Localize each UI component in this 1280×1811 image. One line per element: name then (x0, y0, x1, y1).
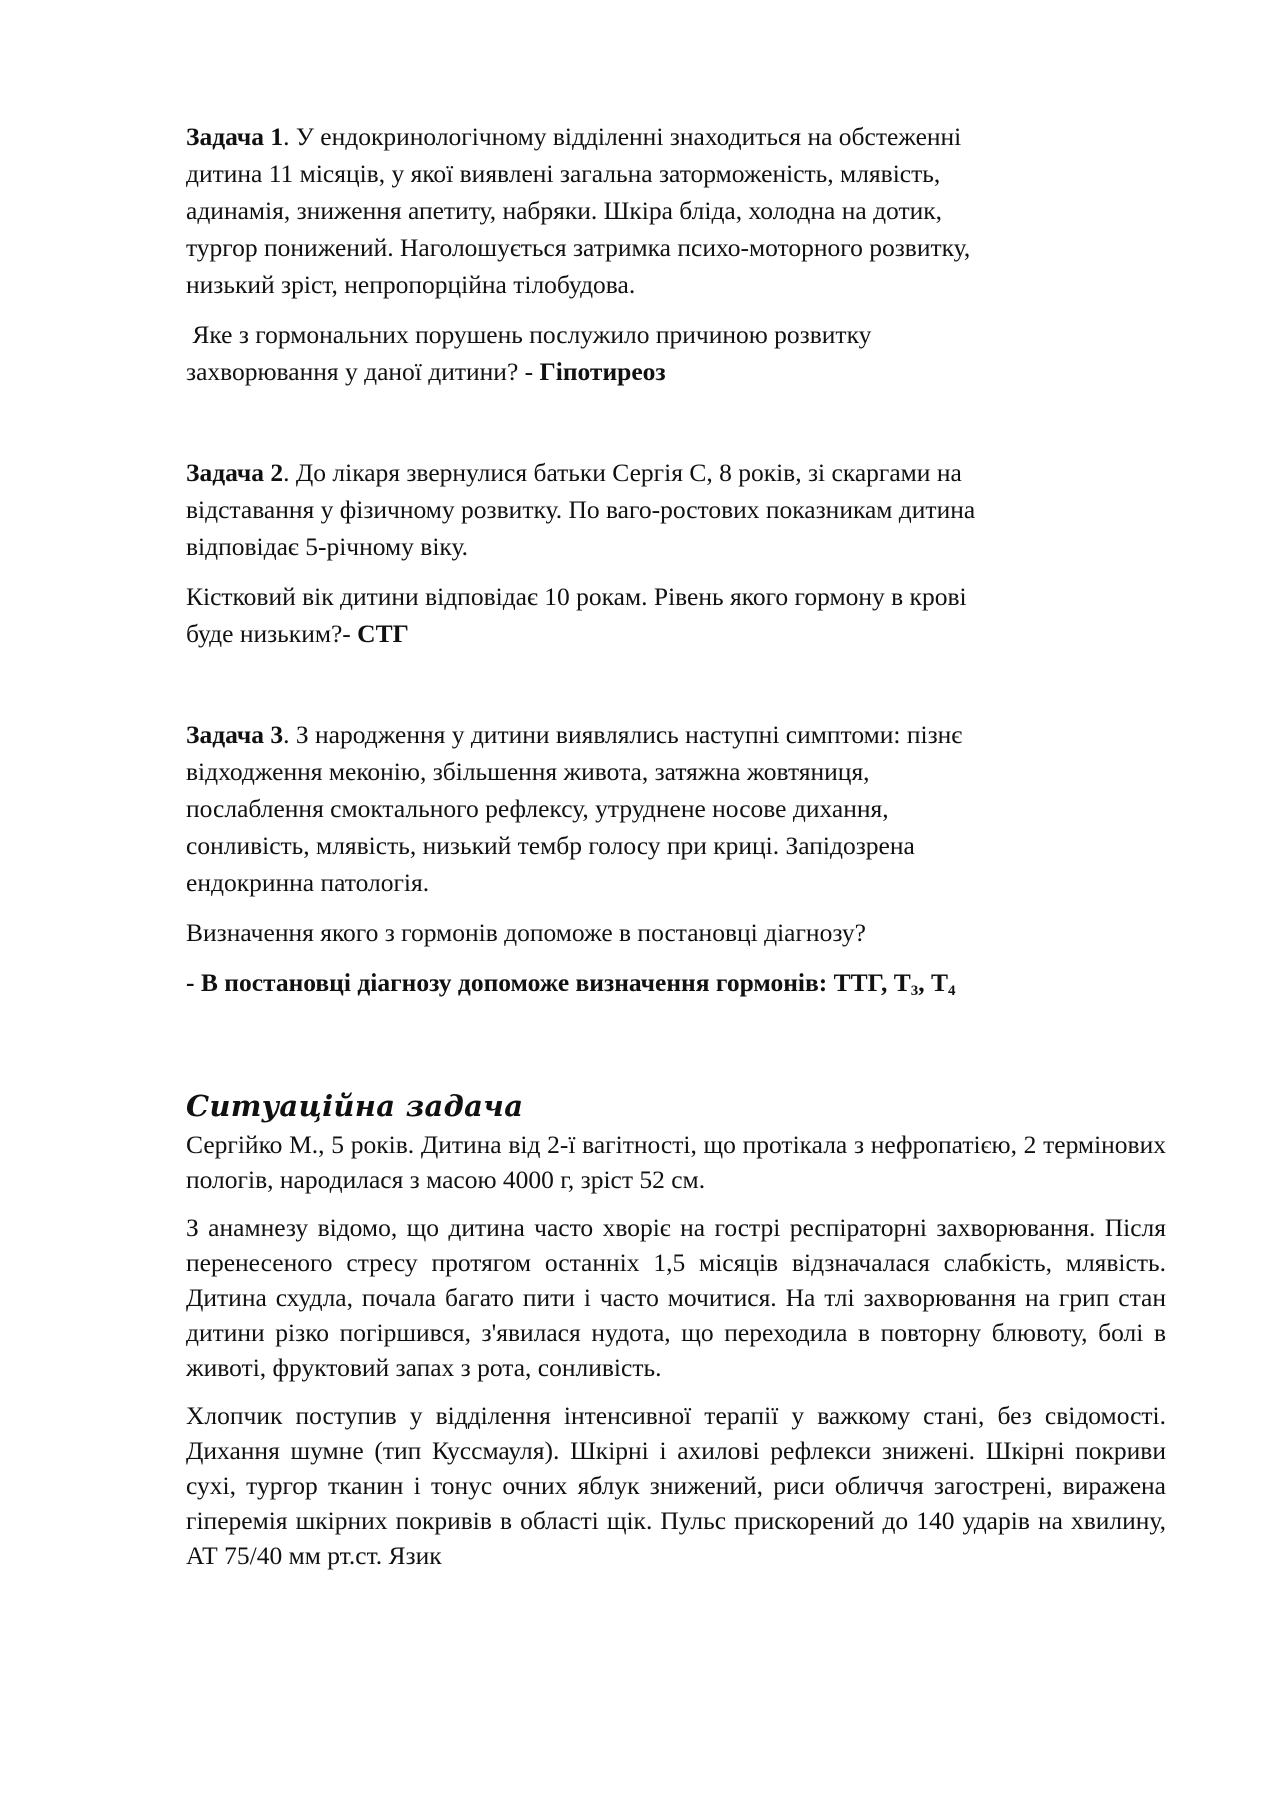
task-3-answer (186, 964, 1166, 1001)
task-3-question: Визначення якого з гормонів допоможе в постановці діагнозу? (186, 918, 866, 947)
task-2-line: відповідає 5-річному віку. (186, 532, 469, 561)
task-3 (186, 716, 1166, 1001)
task-1-line: . У ендокринологічному відділенні знаходиться на обстеженні (283, 122, 962, 151)
task-2-line: . До лікаря звернулися батьки Сергія С, 8 років, зі скаргами на (283, 458, 962, 487)
task-2-line: відставання у фізичному розвитку. По ваго-ростових показникам дитина (186, 495, 976, 524)
situational-heading: Ситуаційна задача (186, 1089, 524, 1123)
task-3-line: відходження меконію, збільшення живота, затяжна жовтяниця, (186, 757, 870, 786)
task-1-line: низький зріст, непропорційна тілобудова. (186, 270, 636, 299)
task-2 (186, 454, 1166, 652)
task-1-question (186, 316, 1166, 390)
situational-paragraph: З анамнезу відомо, що дитина часто хворіє на гострі респіраторні захворювання. Після перенесеного стресу протягом останніх 1,5 місяців відзначалася слабкість, млявість. Дитина схудла, почала багато пити і часто мочитися. На тлі захворювання на грип стан дитини різко погіршився, з'явилася нудота, що переходила в повторну блювоту, болі в животі, фруктовий запах з рота, сонливість. (186, 1213, 1166, 1382)
task-1-line: тургор понижений. Наголошується затримка психо-моторного розвитку, (186, 233, 971, 262)
task-1-line: дитина 11 місяців, у якої виявлені загальна заторможеність, млявість, (186, 159, 941, 188)
task-2-label: Задача 2 (186, 458, 284, 487)
task-2-question-line: Кістковий вік дитини відповідає 10 рокам. Рівень якого гормону в крові (186, 582, 967, 611)
task-3-answer-sub1: 3 (910, 983, 919, 999)
situational-paragraph: Сергійко М., 5 років. Дитина від 2-ї вагітності, що протікала з нефропатією, 2 термінових пологів, народилася з масою 4000 г, зріст 52 см. (186, 1130, 1166, 1194)
situational-task (186, 1127, 1166, 1573)
task-1-question-line: захворювання у даної дитини? - (186, 357, 534, 386)
task-1 (186, 118, 1166, 390)
task-3-answer-main: В постановці діагнозу допоможе визначення гормонів: ТТГ, Т (200, 968, 911, 997)
task-1-answer: Гіпотиреоз (539, 357, 666, 386)
task-1-line: адинамія, зниження апетиту, набряки. Шкіра бліда, холодна на дотик, (186, 196, 943, 225)
task-3-paragraph (186, 716, 1166, 901)
task-1-question-line: Яке з гормональних порушень послужило причиною розвитку (186, 320, 872, 349)
situational-paragraph: Хлопчик поступив у відділення інтенсивної терапії у важкому стані, без свідомості. Дихання шумне (тип Куссмауля). Шкірні і ахилові рефлекси знижені. Шкірні покриви сухі, тургор тканин і тонус очних яблук знижений, риси обличчя загострені, виражена гіперемія шкірних покривів в області щік. Пульс прискорений до 140 ударів на хвилину, АТ 75/40 мм рт.ст. Язик (186, 1401, 1166, 1570)
task-3-answer-sub2: 4 (948, 983, 956, 999)
task-2-paragraph (186, 454, 1166, 565)
task-2-question-line: буде низьким?- (186, 619, 351, 648)
document-page (186, 118, 1166, 1573)
task-3-answer-mid: , Т (918, 968, 948, 997)
task-3-label: Задача 3 (186, 720, 284, 749)
task-3-line: . З народження у дитини виявлялись наступні симптоми: пізнє (283, 720, 963, 749)
task-2-question (186, 578, 1166, 652)
task-3-line: ендокринна патологія. (186, 868, 430, 897)
task-3-answer-prefix: - (186, 968, 201, 997)
task-3-line: сонливість, млявість, низький тембр голосу при криці. Запідозрена (186, 831, 915, 860)
task-1-paragraph (186, 118, 1166, 303)
task-2-answer: СТГ (357, 619, 409, 648)
task-1-label: Задача 1 (186, 122, 284, 151)
task-3-line: послаблення смоктального рефлексу, утруднене носове дихання, (186, 794, 889, 823)
